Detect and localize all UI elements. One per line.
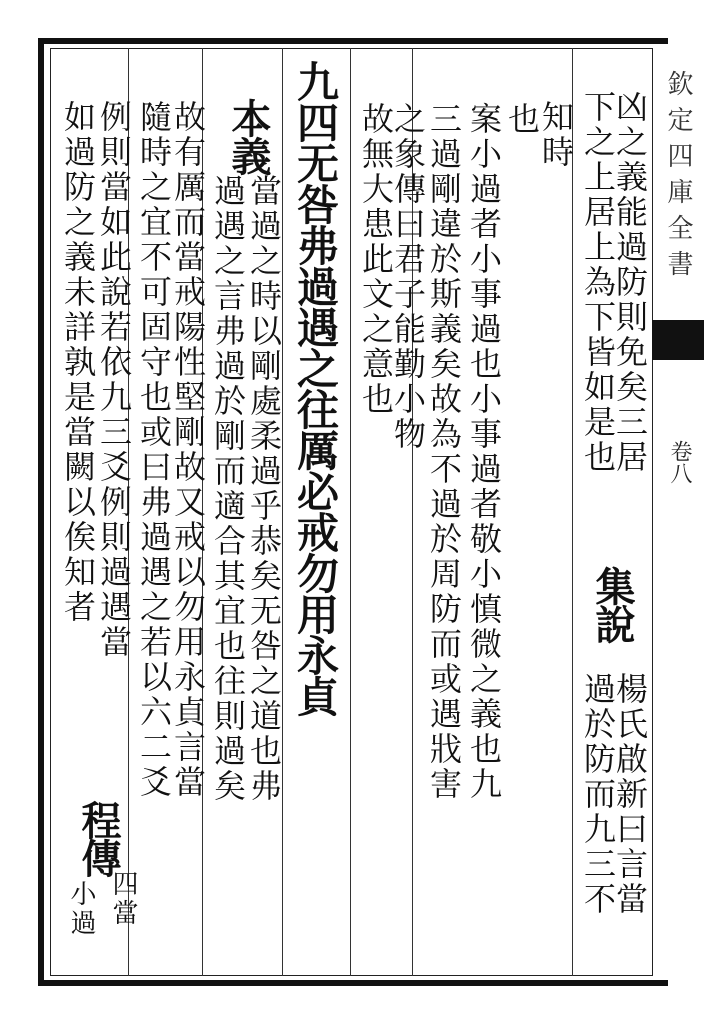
section-heading: 集說 — [589, 566, 636, 642]
text-column: 隨時之宜不可固守也或曰弗過遇之若以六二爻 — [135, 100, 173, 800]
fishtail-mark — [652, 320, 704, 360]
text-column: 也 — [503, 102, 541, 137]
column-rule — [350, 48, 351, 976]
text-column: 知時 — [537, 100, 575, 170]
section-heading: 程傳 — [75, 800, 122, 876]
juan-label: 卷八 — [667, 440, 692, 484]
text-column: 小過 — [66, 880, 96, 938]
column-rule — [572, 48, 573, 976]
text-column: 如過防之義未詳孰是當闕以俟知者 — [59, 100, 97, 625]
text-column: 楊氏啟新曰言當 — [611, 672, 649, 917]
text-column: 之象傳曰君子能勤小物 — [389, 102, 427, 452]
text-column: 下之上居上為下皆如是也 — [579, 90, 617, 475]
text-column: 三過剛違於斯義矣故為不過於周防而或遇戕害 — [425, 102, 463, 802]
text-column: 過遇之言弗過於剛而適合其宜也往則過矣 — [209, 174, 247, 804]
text-column: 當過之時以剛處柔過乎恭矣无咎之道也弗 — [245, 174, 283, 804]
text-column: 過於防而九三不 — [579, 672, 617, 917]
section-heading: 本義 — [225, 98, 272, 174]
text-column: 故無大患此文之意也 — [357, 102, 395, 417]
text-column: 凶之義能過防則免矣三居 — [611, 90, 649, 475]
text-column: 案小過者小事過也小事過者敬小慎微之義也九 — [465, 102, 503, 802]
text-column: 四當 — [108, 870, 138, 928]
classic-text-column: 九四无咎弗過遇之往厲必戒勿用永貞 — [291, 60, 340, 716]
book-title-edge: 欽定四庫全書 — [663, 70, 693, 286]
text-column: 例則當如此說若依九三爻例則過遇當 — [95, 100, 133, 660]
text-column: 故有厲而當戒陽性堅剛故又戒以勿用永貞言當 — [169, 100, 207, 800]
